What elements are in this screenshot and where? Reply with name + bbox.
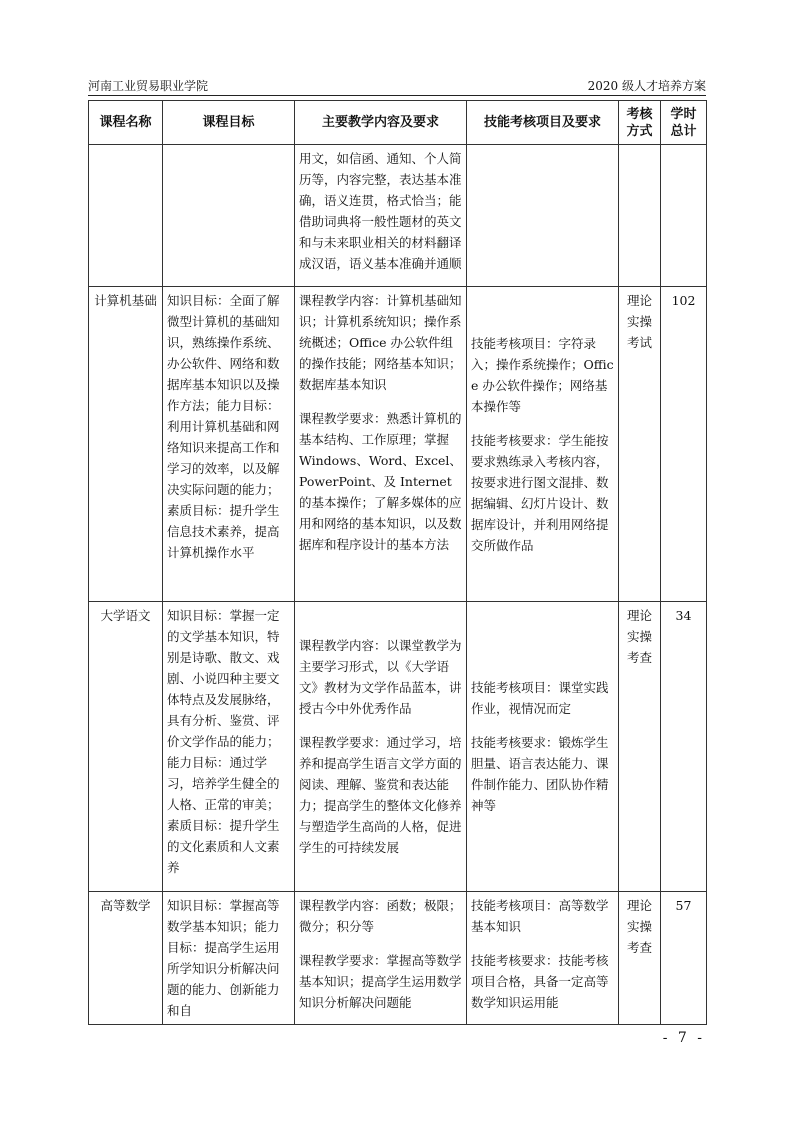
course-goal-cell: 知识目标：掌握高等数学基本知识；能力目标：提高学生运用所学知识分析解决问题的能力、创新能力和自 (163, 892, 295, 1025)
table-row (89, 892, 707, 1025)
skill-paragraph: 技能考核要求：学生能按要求熟练录入考核内容，按要求进行图文混排、数据编辑、幻灯片设计、数据库设计，并利用网络提交所做作品 (471, 432, 609, 553)
skill-cell (467, 892, 619, 1025)
content-paragraph: 课程教学内容：以课堂教学为主要学习形式，以《大学语文》教材为文学作品蓝本，讲授古今中外优秀作品 (299, 638, 462, 716)
page-number: - 7 - (662, 1030, 705, 1046)
course-goal-cell: 知识目标：全面了解微型计算机的基础知识，熟练操作系统、办公软件、网络和数据库基本知识以及操作方法；能力目标：利用计算机基础和网络知识来提高工作和学习的效率，以及解决实际问题的能力；素质目标：提升学生信息技术素养，提高计算机操作水平 (163, 287, 295, 602)
assessment-cell: 理论实操考试 (619, 287, 661, 602)
content-cell: 用文，如信函、通知、个人简历等，内容完整，表达基本准确，语义连贯，格式恰当；能借助词典将一般性题材的英文和与未来职业相关的材料翻译成汉语，语义基本准确并通顺 (295, 145, 467, 287)
hours-cell: 34 (661, 602, 707, 892)
table-row (89, 287, 707, 602)
header-hours-line2: 总计 (670, 123, 697, 139)
header-skill: 技能考核项目及要求 (467, 101, 619, 145)
header-hours-line1: 学时 (670, 106, 697, 122)
hours-cell (661, 145, 707, 287)
course-table (88, 100, 707, 1025)
header-content: 主要教学内容及要求 (295, 101, 467, 145)
content-paragraph: 课程教学要求：通过学习，培养和提高学生语言文学方面的阅读、理解、鉴赏和表达能力；提高学生的整体文化修养与塑造学生高尚的人格，促进学生的可持续发展 (299, 735, 462, 855)
assessment-cell: 理论实操考查 (619, 602, 661, 892)
course-name-cell: 计算机基础 (89, 287, 163, 602)
assessment-cell (619, 145, 661, 287)
assessment-cell: 理论实操考查 (619, 892, 661, 1025)
course-goal-cell (163, 145, 295, 287)
table-row (89, 602, 707, 892)
hours-cell: 102 (661, 287, 707, 602)
skill-cell (467, 145, 619, 287)
content-paragraph: 课程教学内容：计算机基础知识；计算机系统知识；操作系统概述；Office 办公软件组的操作技能；网络基本知识；数据库基本知识 (299, 293, 462, 392)
hours-cell: 57 (661, 892, 707, 1025)
skill-paragraph: 技能考核要求：锻炼学生胆量、语言表达能力、课件制作能力、团队协作精神等 (471, 735, 609, 813)
skill-paragraph: 技能考核项目：高等数学基本知识 (471, 898, 609, 934)
skill-cell (467, 602, 619, 892)
course-name-cell (89, 145, 163, 287)
skill-paragraph: 技能考核要求：技能考核项目合格，具备一定高等数学知识运用能 (471, 953, 609, 1010)
header-course-name: 课程名称 (89, 101, 163, 145)
course-name-cell: 高等数学 (89, 892, 163, 1025)
content-cell (295, 287, 467, 602)
document-title: 2020 级人才培养方案 (587, 79, 706, 93)
skill-paragraph: 技能考核项目：字符录入；操作系统操作；Office 办公软件操作；网络基本操作等 (471, 335, 614, 414)
course-goal-cell: 知识目标：掌握一定的文学基本知识，特别是诗歌、散文、戏剧、小说四种主要文体特点及发展脉络，具有分析、鉴赏、评价文学作品的能力；能力目标：通过学习，培养学生健全的人格、正常的审美；素质目标：提升学生的文化素质和人文素养 (163, 602, 295, 892)
content-cell (295, 602, 467, 892)
page-header (88, 77, 706, 96)
school-name: 河南工业贸易职业学院 (88, 79, 209, 93)
header-course-goal: 课程目标 (163, 101, 295, 145)
table-header-row (89, 101, 707, 145)
content-cell (295, 892, 467, 1025)
content-paragraph: 课程教学要求：掌握高等数学基本知识；提高学生运用数学知识分析解决问题能 (299, 953, 462, 1010)
header-assessment-line1: 考核 (626, 106, 653, 122)
content-paragraph: 课程教学要求：熟悉计算机的基本结构、工作原理；掌握 Windows、Word、Excel、PowerPoint、及 Internet 的基本操作；了解多媒体的应用和网络的基本知识，以及数据库和程序设计的基本方法 (299, 411, 462, 552)
skill-cell (467, 287, 619, 602)
header-hours (661, 101, 707, 145)
skill-paragraph: 技能考核项目：课堂实践作业，视情况而定 (471, 680, 609, 716)
content-paragraph: 课程教学内容：函数；极限；微分；积分等 (299, 898, 462, 934)
table-row (89, 145, 707, 287)
header-assessment (619, 101, 661, 145)
header-assessment-line2: 方式 (626, 123, 653, 139)
course-name-cell: 大学语文 (89, 602, 163, 892)
